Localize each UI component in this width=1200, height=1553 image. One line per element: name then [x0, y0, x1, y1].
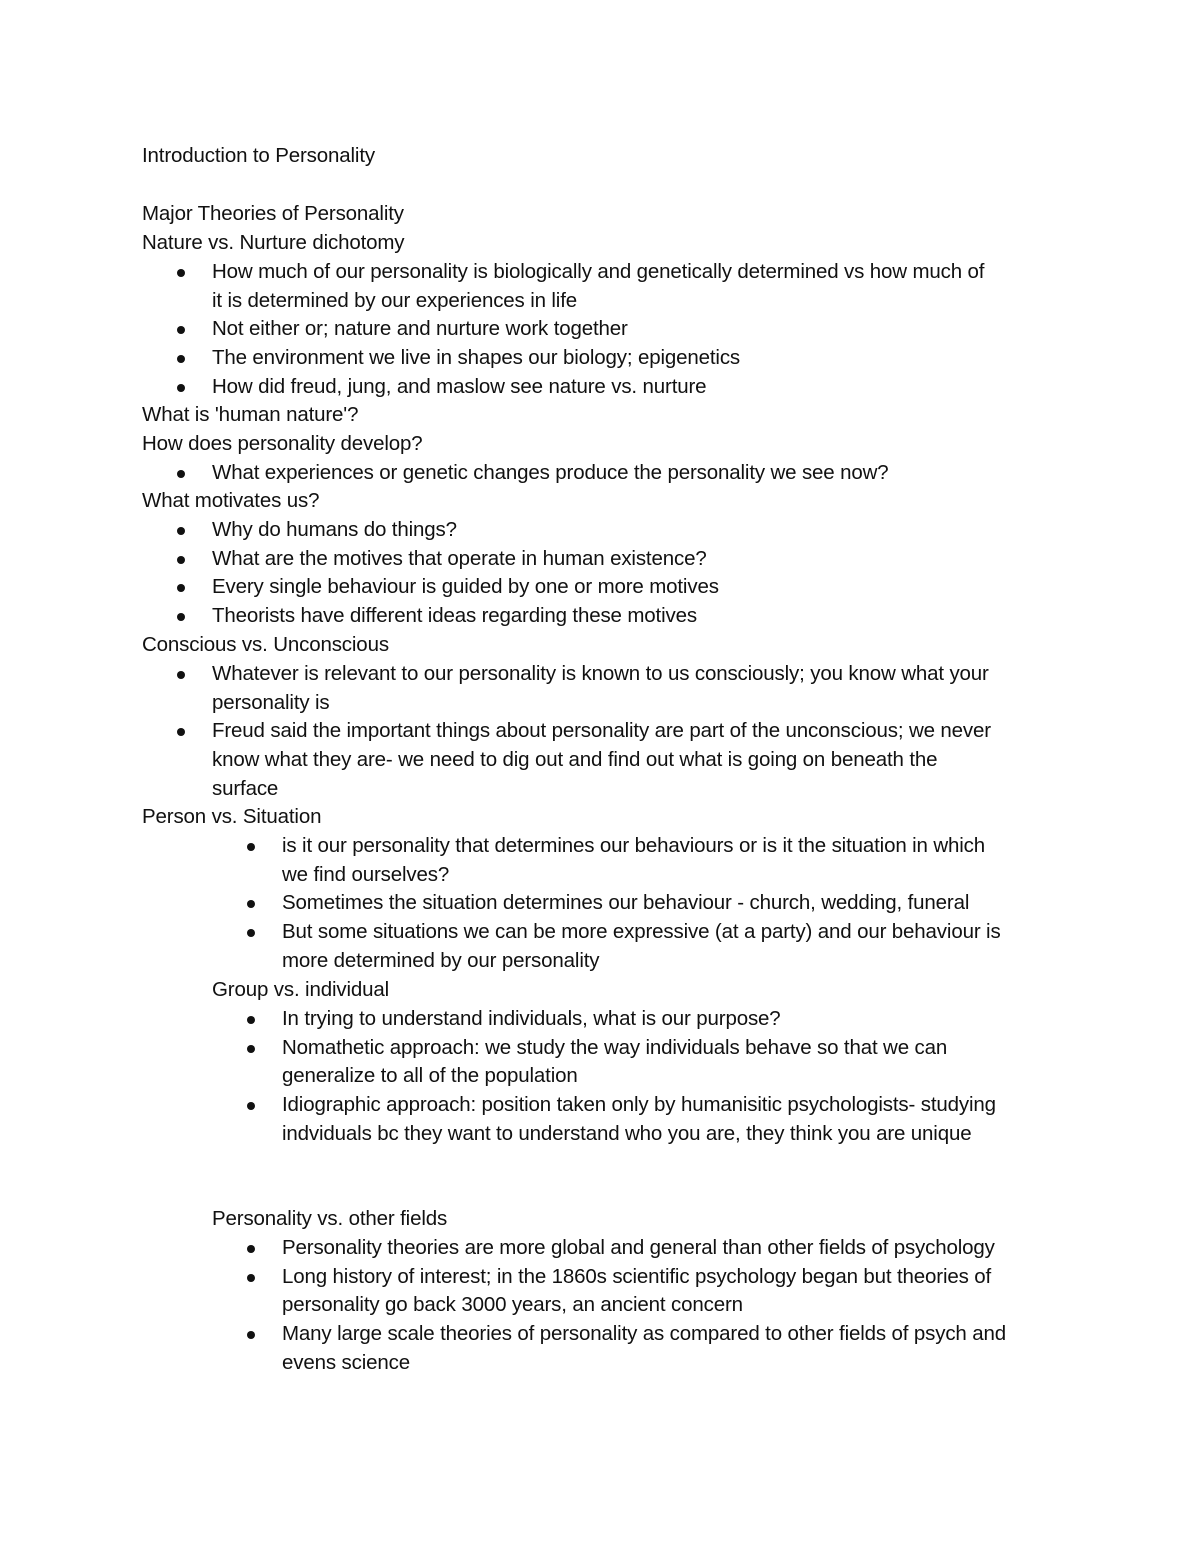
list-item-line: How much of our personality is biologically and genetically determined vs how much of	[212, 259, 985, 283]
bullet-icon	[247, 929, 255, 937]
bullet-icon	[177, 355, 185, 363]
bullet-icon	[177, 527, 185, 535]
list-item-line: Every single behaviour is guided by one or more motives	[212, 575, 719, 599]
list-item-line: it is determined by our experiences in life	[212, 288, 578, 312]
list-item-line: The environment we live in shapes our biology; epigenetics	[212, 346, 741, 370]
bullet-icon	[247, 1274, 255, 1282]
bullet-icon	[177, 728, 185, 736]
list-item-line: indviduals bc they want to understand who you are, they think you are unique	[282, 1122, 972, 1145]
bullet-icon	[247, 1102, 255, 1110]
list-item-line: Nomathetic approach: we study the way individuals behave so that we can	[282, 1035, 948, 1059]
list-item-line: more determined by our personality	[282, 949, 600, 972]
bullet-icon	[247, 843, 255, 851]
list-item-line: generalize to all of the population	[282, 1064, 578, 1088]
bullet-icon	[247, 900, 255, 908]
section-heading: What motivates us?	[142, 489, 320, 512]
bullet-icon	[177, 613, 185, 621]
list-item-line: Personality theories are more global and general than other fields of psychology	[282, 1235, 995, 1259]
bullet-icon	[177, 671, 185, 679]
list-item-line: Theorists have different ideas regarding these motives	[212, 604, 697, 628]
list-item-line: Why do humans do things?	[212, 517, 457, 541]
section-heading: Group vs. individual	[212, 978, 390, 1001]
list-item-line: Many large scale theories of personality as compared to other fields of psych and	[282, 1322, 1006, 1346]
section-heading: Nature vs. Nurture dichotomy	[142, 231, 405, 254]
list-item-line: personality go back 3000 years, an ancient concern	[282, 1293, 743, 1317]
bullet-icon	[177, 269, 185, 277]
bullet-icon	[247, 1331, 255, 1339]
bullet-icon	[247, 1016, 255, 1024]
section-heading: Conscious vs. Unconscious	[142, 633, 389, 656]
section-heading: What is 'human nature'?	[142, 403, 359, 426]
list-item-line: Not either or; nature and nurture work together	[212, 317, 628, 341]
list-item-line: How did freud, jung, and maslow see nature vs. nurture	[212, 375, 707, 398]
bullet-icon	[177, 556, 185, 564]
list-item-line: What are the motives that operate in human existence?	[212, 546, 707, 570]
list-item-line: personality is	[212, 690, 330, 714]
list-item-line: Whatever is relevant to our personality is known to us consciously; you know what your	[212, 661, 989, 685]
bullet-icon	[177, 584, 185, 592]
section-heading: Person vs. Situation	[142, 805, 322, 828]
list-item-line: is it our personality that determines our behaviours or is it the situation in which	[282, 833, 985, 857]
bullet-icon	[177, 326, 185, 334]
list-item-line: know what they are- we need to dig out and find out what is going on beneath the	[212, 748, 938, 772]
list-item-line: In trying to understand individuals, what is our purpose?	[282, 1006, 781, 1030]
list-item-line: Freud said the important things about personality are part of the unconscious; we never	[212, 719, 991, 743]
list-item-line: What experiences or genetic changes produce the personality we see now?	[212, 460, 889, 484]
document-title: Introduction to Personality	[142, 144, 375, 167]
bullet-icon	[177, 470, 185, 478]
bullet-icon	[247, 1245, 255, 1253]
list-item-line: surface	[212, 777, 279, 800]
list-item-line: Long history of interest; in the 1860s scientific psychology began but theories of	[282, 1264, 992, 1288]
section-heading: Personality vs. other fields	[212, 1207, 448, 1230]
section-heading: Major Theories of Personality	[142, 202, 404, 225]
list-item-line: But some situations we can be more expressive (at a party) and our behaviour is	[282, 920, 1001, 944]
bullet-icon	[177, 384, 185, 392]
list-item-line: Sometimes the situation determines our behaviour - church, wedding, funeral	[282, 891, 970, 915]
section-heading: How does personality develop?	[142, 432, 423, 455]
list-item-line: we find ourselves?	[282, 862, 450, 886]
list-item-line: Idiographic approach: position taken only by humanisitic psychologists- studying	[282, 1093, 996, 1117]
list-item-line: evens science	[282, 1351, 410, 1374]
bullet-icon	[247, 1045, 255, 1053]
